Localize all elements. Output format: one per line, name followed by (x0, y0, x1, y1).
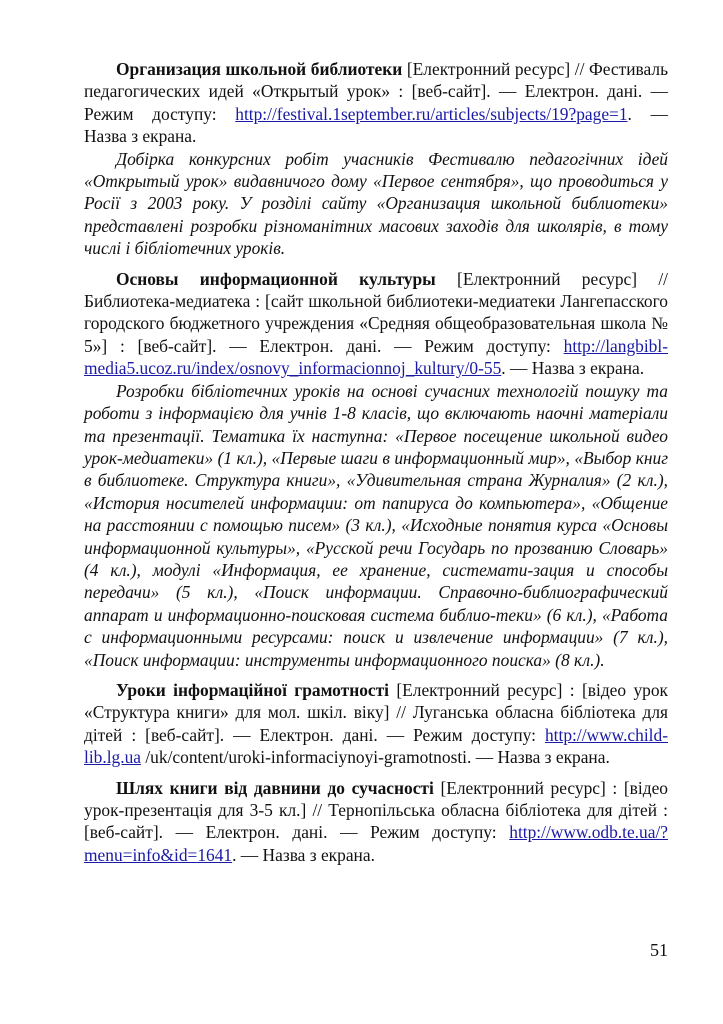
annotation: Добірка конкурсних робіт учасників Фестивалю педагогічних ідей «Открытый урок» видавничого дому «Первое сентября», що проводиться у Росії з 2003 року. У розділі сайту «Организация школьной библиотеки» представлені розробки різноманітних масових заходів для школярів, в тому числі і бібліотечних уроків. (84, 148, 668, 259)
citation-text: [Електронний ресурс] // Библиотека-медиатека : [сайт школьной библиотеки-медиатеки Лангепасского городского бюджетного учреждения «Средняя общеобразовательная школа № 5»] : [веб-сайт]. — Електрон. дані. — Режим доступу: (84, 268, 669, 356)
resource-link[interactable]: http://www.odb.te.ua/?menu=info&id=1641 (84, 822, 668, 865)
page-number: 51 (650, 940, 668, 960)
entry-title: Шлях книги від давнини до сучасності (116, 777, 434, 798)
citation (84, 58, 668, 148)
bibliography-entry (84, 777, 668, 867)
resource-link[interactable]: http://festival.1september.ru/articles/subjects/19?page=1 (235, 103, 628, 124)
citation-text: . — Назва з екрана. (232, 844, 375, 865)
entry-title: Основы информационной культуры (116, 268, 436, 289)
citation (84, 679, 668, 769)
annotation: Розробки бібліотечних уроків на основі сучасних технологій пошуку та роботи з інформацією для учнів 1-8 класів, що включають наочні матеріали та презентації. Тематика їх наступна: «Первое посещение школьной видео урок-медиатеки» (1 кл.), «Первые шаги в информационный мир», «Выбор книг в библиотеке. Структура книги», «Удивительная страна Журналия» (2 кл.), «История носителей информации: от папируса до компьютера», «Общение на расстоянии с помощью писем» (3 кл.), «Исходные понятия курса «Основы информационной культуры», «Русской речи Государь по прозванию Словарь» (4 кл.), модулі «Информация, ее хранение, системати-зация и способы передачи» (5 кл.), «Поиск информации. Справочно-библиографический аппарат и информационно-поисковая система библио-теки» (6 кл.), «Работа с информационными ресурсами: поиск и извлечение информации» (7 кл.), «Поиск информации: инструменты информационного поиска» (8 кл.). (84, 380, 668, 670)
citation (84, 268, 668, 380)
entry-title: Организация школьной библиотеки (116, 59, 403, 79)
bibliography-entry (84, 679, 668, 769)
bibliography-entry (84, 268, 668, 671)
citation-text: [Електронний ресурс] : [відео урок «Структура книги» для мол. шкіл. віку] // Луганська обласна бібліотека для дітей : [веб-сайт]. — Електрон. дані. — Режим доступу: (84, 679, 668, 745)
citation-text: . — Назва з екрана. (84, 103, 668, 147)
citation-text: /uk/content/uroki-informaciynoyi-gramotnosti. — Назва з екрана. (141, 747, 610, 768)
citation-text: [Електронний ресурс] : [відео урок-презентація для 3-5 кл.] // Тернопільська обласна бібліотека для дітей : [веб-сайт]. — Електрон. дані. — Режим доступу: (84, 777, 668, 843)
entry-title: Уроки інформаційної грамотності (116, 679, 389, 700)
resource-link[interactable]: http://langbibl-media5.ucoz.ru/index/osnovy_informacionnoj_kultury/0-55 (84, 335, 668, 379)
citation-text: . — Назва з екрана. (501, 358, 645, 379)
bibliography-entry (84, 58, 668, 260)
bibliography-list (84, 58, 668, 874)
citation (84, 777, 668, 867)
resource-link[interactable]: http://www.child-lib.lg.ua (84, 724, 668, 768)
citation-text: [Електронний ресурс] // Фестиваль педагогических идей «Открытый урок» : [веб-сайт]. — Електрон. дані. — Режим доступу: (84, 59, 668, 124)
